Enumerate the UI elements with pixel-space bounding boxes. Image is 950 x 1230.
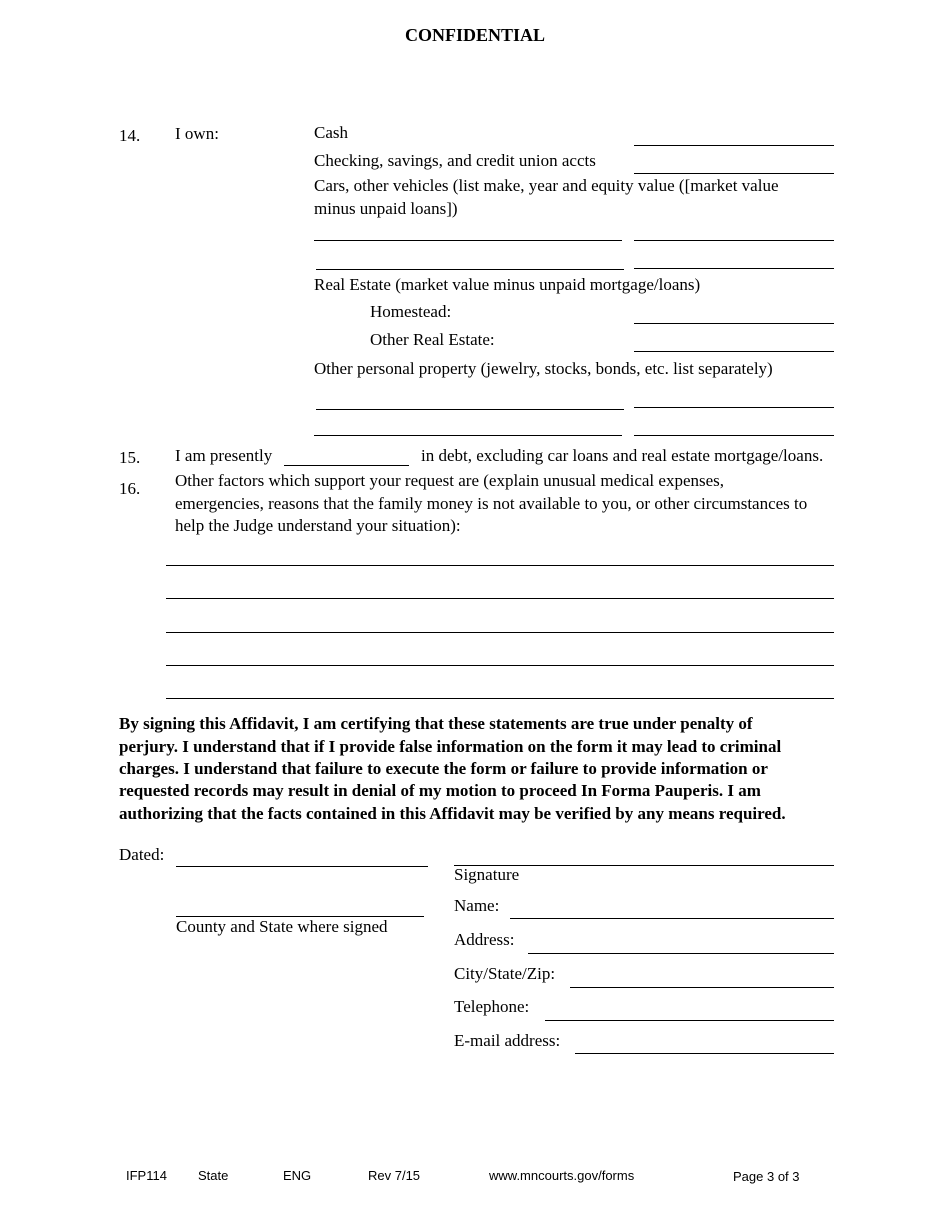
accounts-field[interactable] [634,173,834,174]
address-field[interactable] [528,953,834,954]
address-label: Address: [454,930,515,949]
dated-field[interactable] [176,866,428,867]
debt-prefix-label: I am presently [175,446,273,465]
other-factors-field-5[interactable] [166,698,834,699]
other-factors-field-1[interactable] [166,565,834,566]
city-state-zip-field[interactable] [570,987,834,988]
dated-label: Dated: [119,845,165,864]
county-state-label: County and State where signed [176,917,388,936]
certification-line4: requested records may result in denial of my motion to proceed In Forma Pauperis. I am [119,781,761,800]
vehicles-label-line2: minus unpaid loans]) [314,199,458,218]
vehicle-value-field-2[interactable] [634,268,834,269]
debt-suffix-label: in debt, excluding car loans and real estate mortgage/loans. [421,446,824,465]
cash-field[interactable] [634,145,834,146]
vehicles-label-line1: Cars, other vehicles (list make, year and equity value ([market value [314,176,779,195]
other-factors-field-2[interactable] [166,598,834,599]
other-real-estate-label: Other Real Estate: [370,330,495,349]
vehicle-value-field-1[interactable] [634,240,834,241]
telephone-field[interactable] [545,1020,834,1021]
vehicle-description-field-2[interactable] [316,269,624,270]
name-field[interactable] [510,918,834,919]
homestead-label: Homestead: [370,302,452,321]
item-14-number: 14. [119,126,141,145]
property-value-field-2[interactable] [634,435,834,436]
property-value-field-1[interactable] [634,407,834,408]
debt-amount-field[interactable] [284,465,409,466]
email-label: E-mail address: [454,1031,561,1050]
other-factors-field-4[interactable] [166,665,834,666]
accounts-label: Checking, savings, and credit union accts [314,151,596,170]
footer-form-id: IFP114 [126,1168,167,1183]
homestead-field[interactable] [634,323,834,324]
page-title: CONFIDENTIAL [404,25,546,45]
certification-line2: perjury. I understand that if I provide false information on the form it may lead to criminal [119,737,782,756]
item-15-number: 15. [119,448,141,467]
footer-page-number: Page 3 of 3 [733,1169,800,1184]
property-description-field-2[interactable] [314,435,622,436]
footer-website[interactable]: www.mncourts.gov/forms [489,1168,635,1183]
other-factors-line1: Other factors which support your request are (explain unusual medical expenses, [175,471,725,490]
signature-label: Signature [454,865,520,884]
certification-line3: charges. I understand that failure to execute the form or failure to provide information or [119,759,768,778]
other-factors-line2: emergencies, reasons that the family money is not available to you, or other circumstances to [175,494,808,513]
vehicle-description-field-1[interactable] [314,240,622,241]
footer-jurisdiction: State [198,1168,229,1183]
name-label: Name: [454,896,500,915]
footer-revision: Rev 7/15 [368,1168,421,1183]
cash-label: Cash [314,123,348,142]
real-estate-label: Real Estate (market value minus unpaid mortgage/loans) [314,275,701,294]
other-property-label: Other personal property (jewelry, stocks, bonds, etc. list separately) [314,359,773,378]
other-factors-field-3[interactable] [166,632,834,633]
item-14-label: I own: [175,124,219,143]
property-description-field-1[interactable] [316,409,624,410]
footer-language: ENG [283,1168,312,1183]
telephone-label: Telephone: [454,997,530,1016]
item-16-number: 16. [119,479,141,498]
other-factors-line3: help the Judge understand your situation): [175,516,461,535]
certification-line5: authorizing that the facts contained in this Affidavit may be verified by any means required. [119,804,786,823]
email-field[interactable] [575,1053,834,1054]
certification-line1: By signing this Affidavit, I am certifying that these statements are true under penalty of [119,714,753,733]
city-state-zip-label: City/State/Zip: [454,964,556,983]
other-real-estate-field[interactable] [634,351,834,352]
